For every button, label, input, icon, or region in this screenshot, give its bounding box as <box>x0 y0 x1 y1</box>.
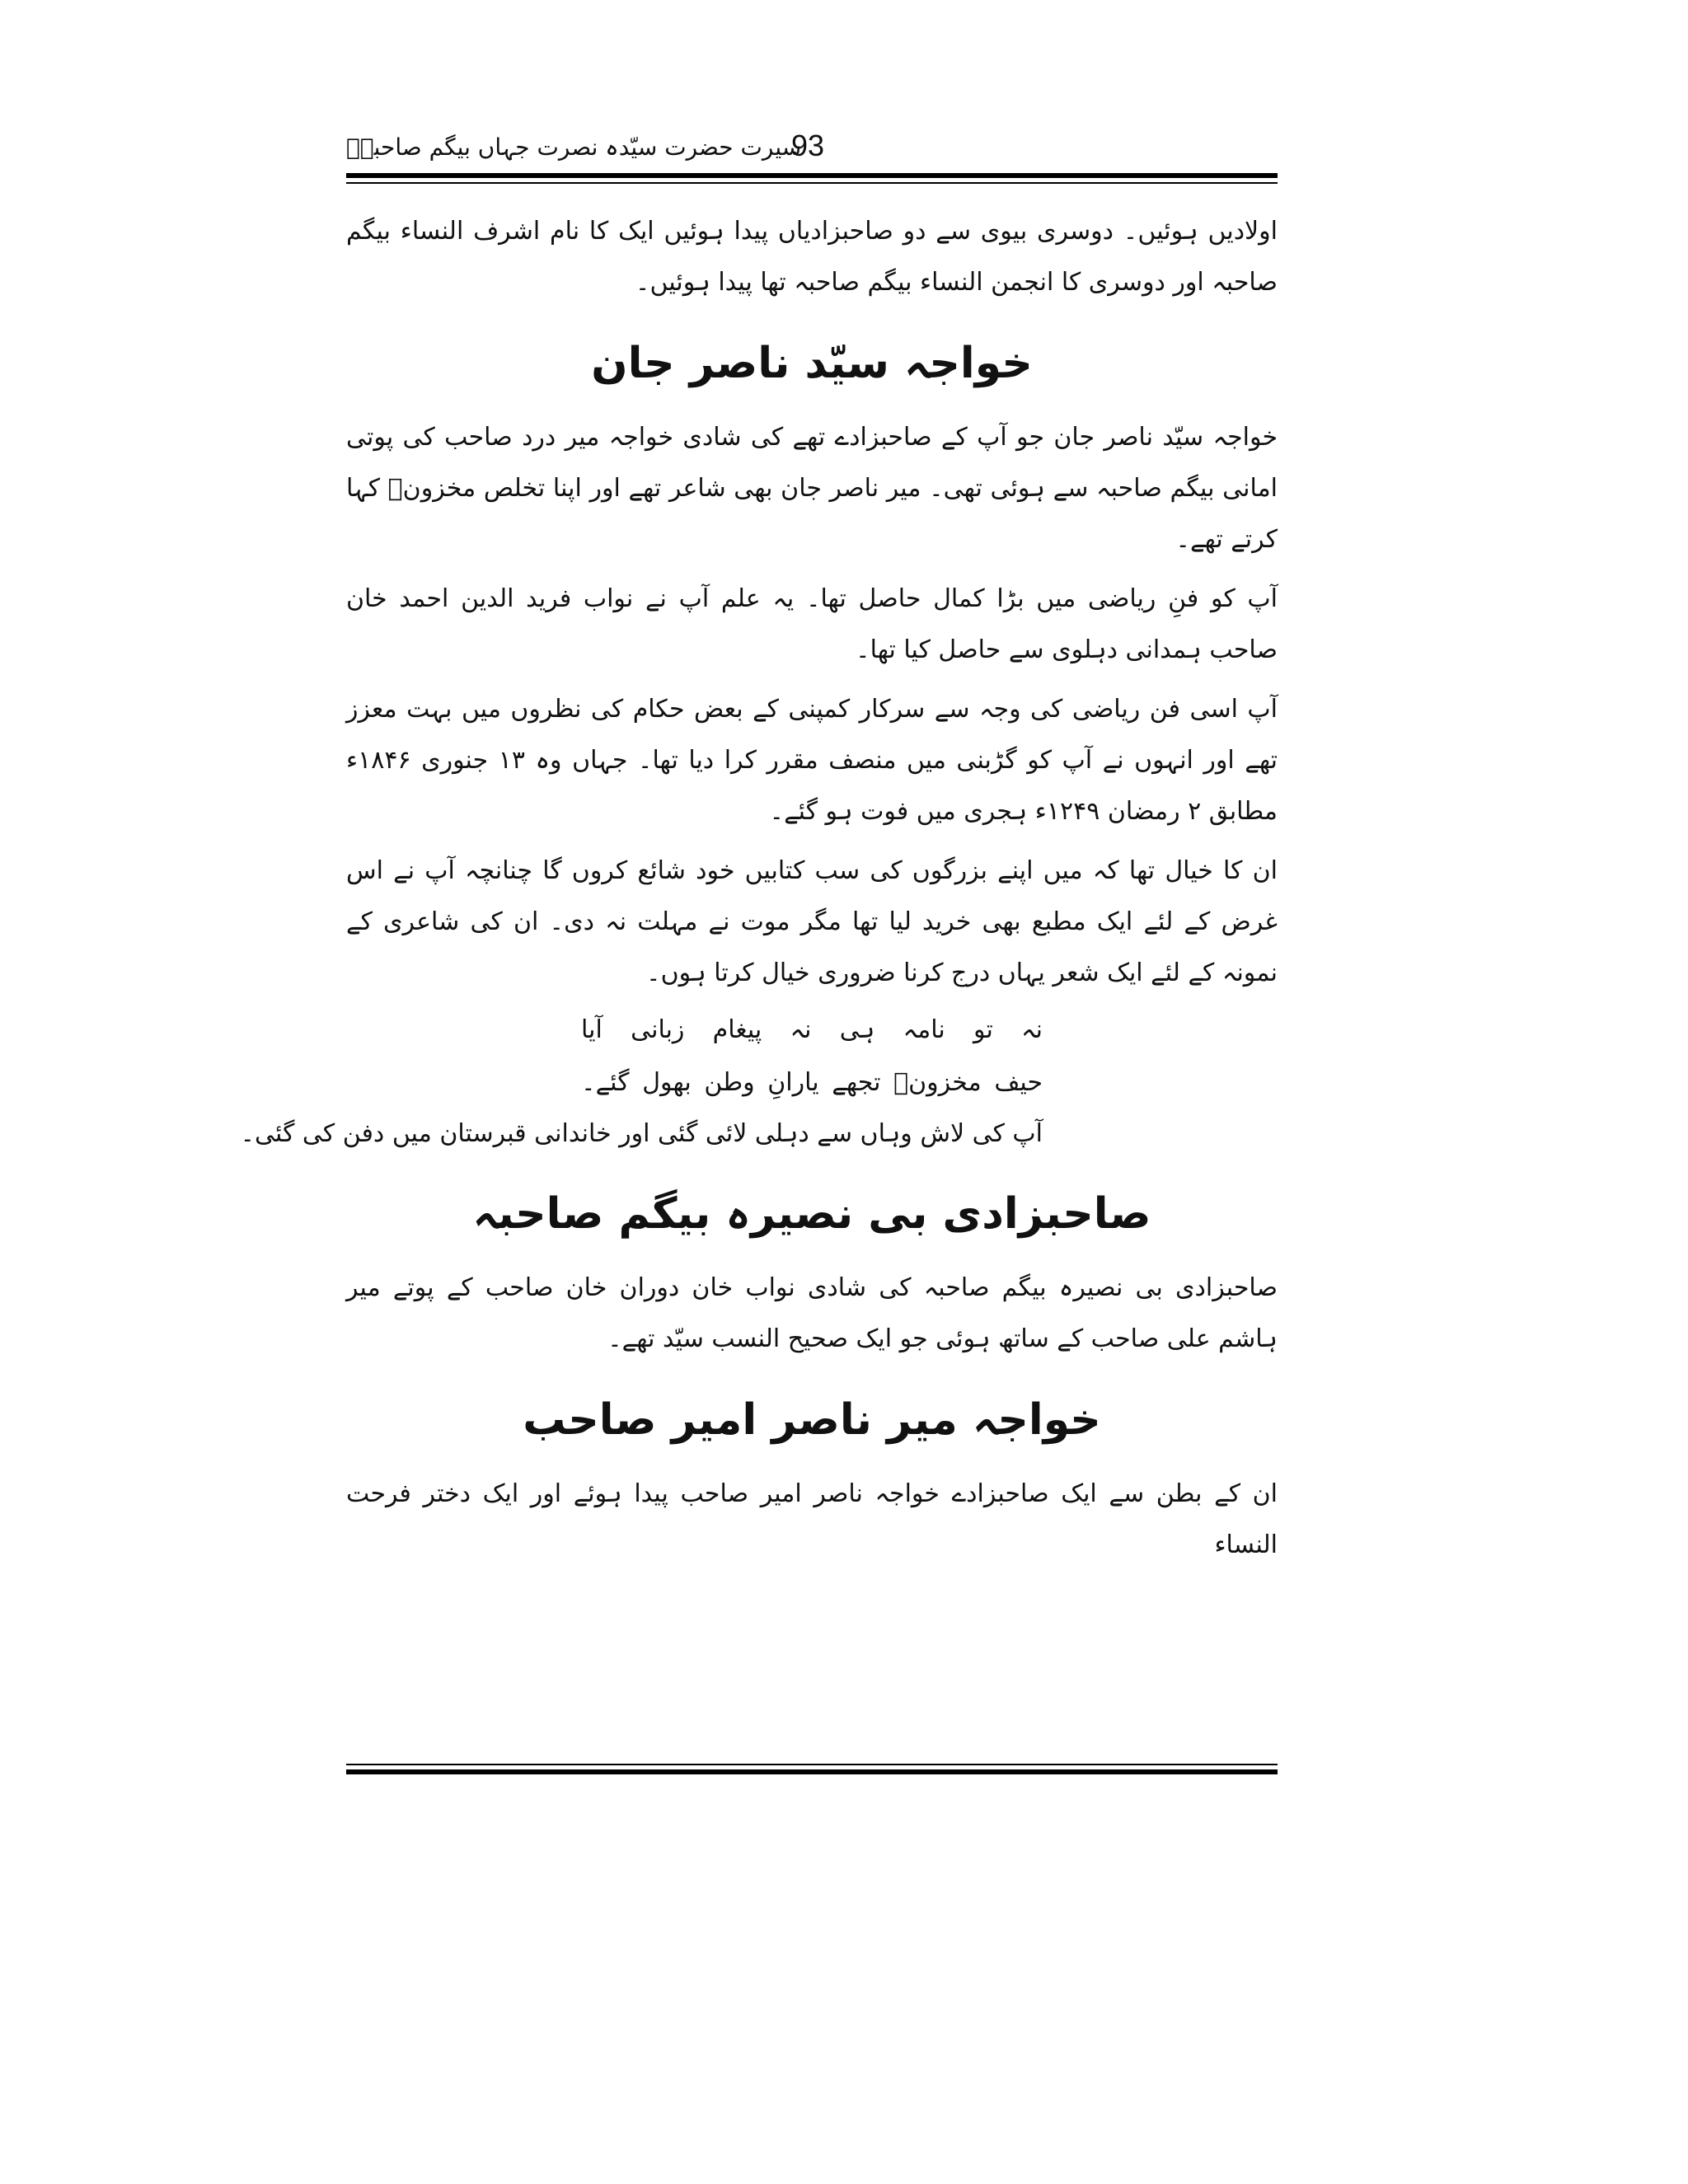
paragraph-8: ان کے بطن سے ایک صاحبزادے خواجہ ناصر امیر صاحب پیدا ہوئے اور ایک دختر فرحت النساء <box>346 1479 1278 1559</box>
paragraph-2: خواجہ سیّد ناصر جان جو آپ کے صاحبزادے تھے کی شادی خواجہ میر درد صاحب کی پوتی امانی بیگم صاحبہ سے ہوئی تھی۔ میر ناصر جان بھی شاعر تھے اور اپنا تخلص مخزونؔ کہا کرتے تھے۔ <box>346 423 1278 554</box>
page-header <box>346 124 1278 173</box>
section-heading-nasir-jan: خواجہ سیّد ناصر جان <box>591 339 1033 388</box>
paragraph-1: اولادیں ہوئیں۔ دوسری بیوی سے دو صاحبزادیاں پیدا ہوئیں ایک کا نام اشرف النساء بیگم صاحبہ اور دوسری کا انجمن النساء بیگم صاحبہ تھا پیدا ہوئیں۔ <box>346 217 1278 297</box>
paragraph-4: آپ اسی فن ریاضی کی وجہ سے سرکار کمپنی کے بعض حکام کی نظروں میں بہت معزز تھے اور انہوں نے آپ کو گڑبنی میں منصف مقرر کرا دیا تھا۔ جہاں وہ ۱۳ جنوری ۱۸۴۶ء مطابق ۲ رمضان ۱۲۴۹ء ہجری میں فوت ہو گئے۔ <box>346 695 1278 826</box>
verse-line-2: حیف مخزونؔ تجھے یارانِ وطن بھول گئے۔ <box>581 1068 1043 1097</box>
verse <box>346 1007 1278 1106</box>
footer-rule-thick <box>346 1769 1278 1774</box>
header-rule-thin <box>346 182 1278 184</box>
paragraph-7: صاحبزادی بی نصیرہ بیگم صاحبہ کی شادی نواب خان دوران خان صاحب کے پوتے میر ہاشم علی صاحب کے ساتھ ہوئی جو ایک صحیح النسب سیّد تھے۔ <box>346 1273 1278 1353</box>
paragraph-3: آپ کو فنِ ریاضی میں بڑا کمال حاصل تھا۔ یہ علم آپ نے نواب فرید الدین احمد خان صاحب ہمدانی دہلوی سے حاصل کیا تھا۔ <box>346 584 1278 664</box>
paragraph-5: ان کا خیال تھا کہ میں اپنے بزرگوں کی سب کتابیں خود شائع کروں گا چنانچہ آپ نے اس غرض کے لئے ایک مطبع بھی خرید لیا تھا مگر موت نے مہلت نہ دی۔ ان کی شاعری کے نمونہ کے لئے ایک شعر یہاں درج کرنا ضروری خیال کرتا ہوں۔ <box>346 856 1278 987</box>
main-text <box>240 206 1278 1579</box>
paragraph-6: آپ کی لاش وہاں سے دہلی لائی گئی اور خاندانی قبرستان میں دفن کی گئی۔ <box>240 1119 1043 1148</box>
page-number: 93 <box>791 129 825 162</box>
section-heading-nasira-begum: صاحبزادی بی نصیرہ بیگم صاحبہ <box>472 1189 1151 1239</box>
verse-line-1: نہ تو نامہ ہی نہ پیغام زبانی آیا <box>581 1015 1043 1044</box>
running-title: سیرت حضرت سیّدہ نصرت جہاں بیگم صاحبہؓ <box>346 134 802 161</box>
footer-rule-thin <box>346 1764 1278 1765</box>
header-rule-thick <box>346 173 1278 178</box>
section-heading-nasir-amir: خواجہ میر ناصر امیر صاحب <box>523 1395 1101 1445</box>
